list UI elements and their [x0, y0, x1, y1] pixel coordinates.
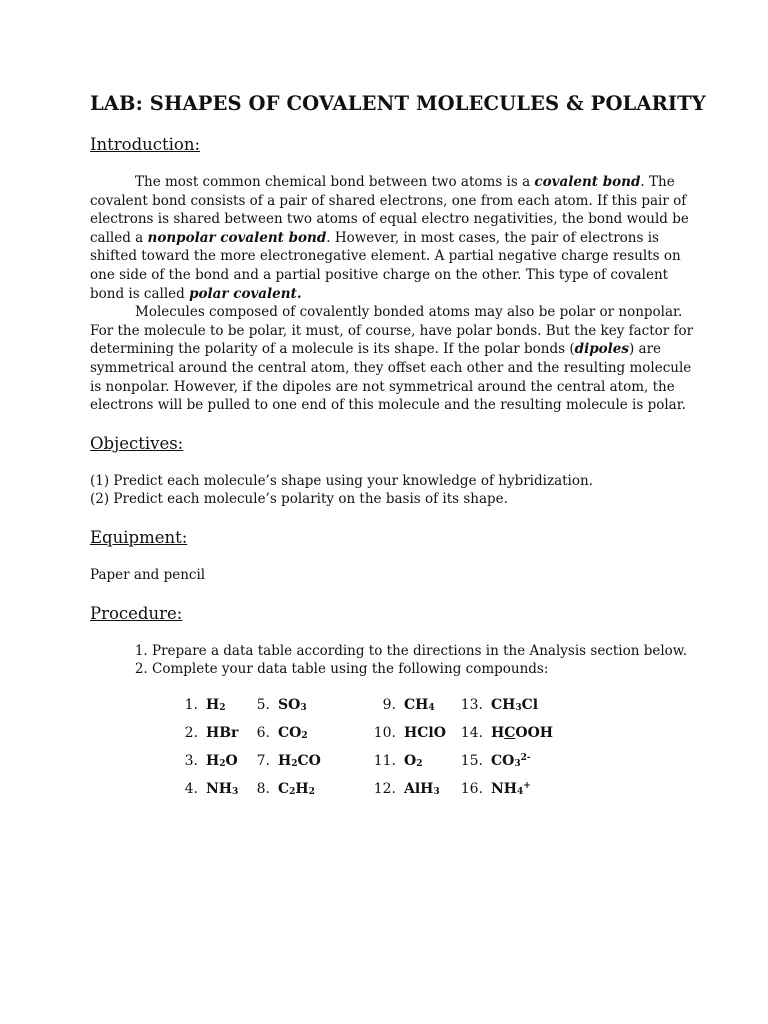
- compound-formula: $C_2H_2$: [278, 780, 315, 797]
- equipment-text: Paper and pencil: [90, 566, 206, 583]
- procedure-steps: [90, 642, 700, 679]
- compound-formula: $H_2CO$: [278, 752, 321, 769]
- introduction-section: [90, 173, 700, 415]
- procedure-step: 2. Complete your data table using the following compounds:: [152, 660, 700, 679]
- compound-item: [247, 725, 361, 741]
- introduction-heading: Introduction:: [90, 135, 201, 154]
- compound-formula: $SO_3$: [278, 696, 307, 713]
- compound-formula: $H_2$: [206, 696, 226, 713]
- compound-number: 9.: [382, 696, 396, 713]
- compound-number: 4.: [184, 780, 198, 797]
- compound-item: [361, 753, 449, 769]
- objectives-heading: Objectives:: [90, 433, 184, 453]
- compound-formula: $CH_4$: [404, 696, 435, 713]
- compound-item: [175, 753, 247, 769]
- text-run: Molecules composed of covalently bonded atoms may also be polar or nonpolar. For the molecule to be polar, it must, of course, have polar bonds. But the key factor for determining the polarity of a molecule is its shape. If the polar bonds (: [90, 304, 694, 358]
- compound-item: [247, 697, 361, 713]
- compound-formula: $NH_4^+$: [491, 780, 531, 797]
- document-page: [90, 92, 706, 803]
- emphasized-term: dipoles: [574, 341, 629, 358]
- text-run: . The covalent bond consists of a pair of shared electrons, one from each atom. If this pair of electrons is shared between two atoms of equal electro negativities, the bond would be called a: [90, 174, 689, 246]
- compound-item: [449, 725, 553, 741]
- compound-item: [361, 781, 449, 797]
- introduction-paragraph-1: [90, 173, 700, 303]
- equipment-heading: Equipment:: [90, 527, 188, 547]
- compound-number: 11.: [373, 752, 396, 769]
- compound-item: [247, 753, 361, 769]
- emphasized-term: covalent bond: [534, 174, 641, 190]
- compound-item: [247, 781, 361, 797]
- compound-number: 15.: [460, 752, 483, 769]
- objective-item: (2) Predict each molecule’s polarity on the basis of its shape.: [90, 491, 508, 508]
- page-title: LAB: SHAPES OF COVALENT MOLECULES & POLARITY: [90, 92, 706, 115]
- compounds-list: [175, 691, 700, 803]
- compound-item: [449, 753, 531, 769]
- compound-number: 13.: [460, 696, 483, 713]
- emphasized-term: polar covalent.: [189, 285, 302, 302]
- procedure-heading: Procedure:: [90, 603, 183, 623]
- compound-number: 1.: [184, 696, 198, 713]
- compounds-row: [175, 691, 700, 719]
- compound-item: [175, 697, 247, 713]
- compound-item: [449, 697, 538, 713]
- introduction-paragraph-2: [90, 303, 700, 415]
- compound-formula: AlH$_3$: [404, 780, 440, 797]
- compound-number: 8.: [256, 780, 270, 797]
- compound-item: [361, 725, 449, 741]
- text-run: The most common chemical bond between two atoms is a: [135, 174, 535, 190]
- compound-item: [449, 781, 531, 797]
- compound-formula: HBr: [206, 724, 239, 741]
- compounds-row: [175, 719, 700, 747]
- text-run: ) are symmetrical around the central atom, they offset each other and the resulting molecule is nonpolar. However, if the dipoles are not symmetrical around the central atom, the electrons will be pulled to one end of this molecule and the resulting molecule is polar.: [90, 341, 692, 414]
- compound-formula: $CO_3^{2-}$: [491, 752, 531, 769]
- compound-formula: HClO: [404, 724, 446, 741]
- objectives-list: [90, 472, 700, 509]
- compound-number: 7.: [256, 752, 270, 769]
- compound-item: [175, 725, 247, 741]
- compound-number: 10.: [373, 724, 396, 741]
- compound-formula: $CO_2$: [278, 724, 308, 741]
- compound-formula: HCOOH: [491, 724, 554, 741]
- compound-item: [361, 697, 449, 713]
- compounds-row: [175, 747, 700, 775]
- compound-number: 6.: [256, 724, 270, 741]
- compounds-row: [175, 775, 700, 803]
- compound-number: 14.: [460, 724, 483, 741]
- compound-formula: $H_2O$: [206, 752, 238, 769]
- compound-number: 2.: [184, 724, 198, 741]
- objective-item: (1) Predict each molecule’s shape using your knowledge of hybridization.: [90, 472, 593, 489]
- compound-formula: $CH_3Cl$: [491, 696, 539, 713]
- compound-item: [175, 781, 247, 797]
- procedure-step: 1. Prepare a data table according to the directions in the Analysis section below.: [152, 642, 700, 661]
- compound-formula: $NH_3$: [206, 780, 239, 797]
- compound-number: 12.: [373, 780, 396, 797]
- compound-number: 16.: [460, 780, 483, 797]
- compound-number: 5.: [256, 696, 270, 713]
- compound-number: 3.: [184, 752, 198, 769]
- emphasized-term: nonpolar covalent bond: [147, 229, 327, 246]
- compound-formula: $O_2$: [404, 752, 423, 769]
- text-run: . However, in most cases, the pair of electrons is shifted toward the more electronegative element. A partial negative charge results on one side of the bond and a partial positive charge on the other. This type of covalent bond is called: [90, 229, 681, 302]
